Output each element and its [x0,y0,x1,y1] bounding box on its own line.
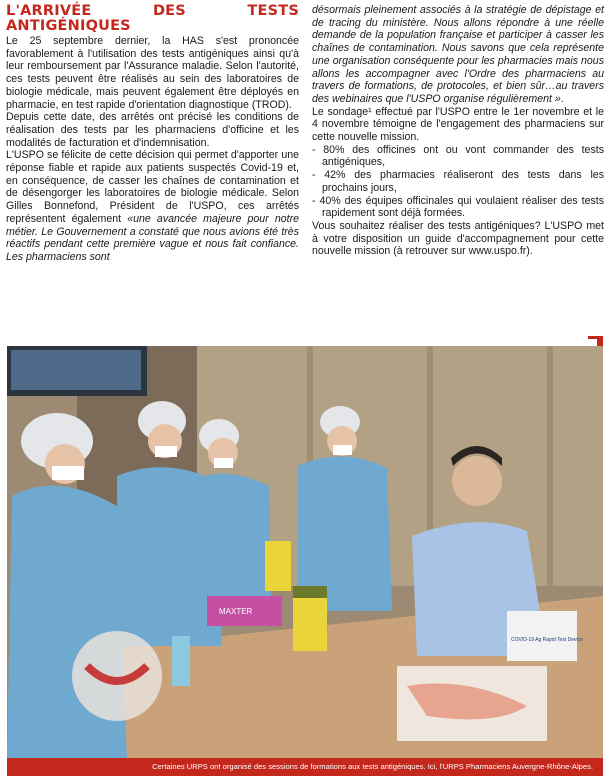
test-kit-box-label: COVID-19 Ag Rapid Test Device [511,637,583,643]
list-item: - 42% des pharmacies réaliseront des tests dans les prochains jours, [312,169,604,194]
quote-bonnefond-end: désormais pleinement associés à la stratégie de dépistage et de tracing du ministère. Nous allons répondre à une réelle demande de la population française et participer à casser les chaînes de contamination. Nous savons que cela représente une organisation conséquente pour les pharmacies mais nous allons les accompagner avec l'Ordre des pharmaciens au travers de formations, de protocoles, et bien sûr…au travers des webinaires que l'USPO organise régulièrement » [312,4,604,105]
quote-bonnefond-start: «une avancée majeure pour notre métier. Le Gouvernement a constaté que nous avions été très réactifs pendant cette première vague et nous fait confiance. Les pharmaciens sont [6,212,300,263]
paragraph-sondage: Le sondage¹ effectué par l'USPO entre le 1er novembre et le 4 novembre témoigne de l'engagement des pharmaciens sur cette nouvelle mission. [312,105,604,144]
article-title: L'ARRIVÉE DES TESTS ANTIGÉNIQUES [6,3,299,34]
quote-period: . [560,92,564,105]
paragraph-has-decision: Le 25 septembre dernier, la HAS s'est prononcée favorablement à l'utilisation des tests antigéniques ainsi qu'à leur remboursement par l'Assurance maladie. Selon l'autorité, ces tests peuvent être réalisés au sein des laboratoires de biologie médicale, mais peuvent également être déployés en pharmacie, en test rapide d'orientation diagnostique (TROD). [6,35,299,111]
paragraph-uspo-quote [6,149,299,263]
article-column-right [312,4,604,258]
photo-caption: Certaines URPS ont organisé des sessions de formations aux tests antigéniques. Ici, l'URPS Pharmaciens Auvergne-Rhône-Alpes. [7,758,603,776]
paragraph-arretes: Depuis cette date, des arrêtés ont précisé les conditions de réalisation des tests par les pharmaciens d'officine et les modalités de facturation et d'indemnisation. [6,111,299,149]
paragraph-quote-continued [312,4,604,106]
article [6,4,604,316]
paragraph-uspo-text: L'USPO se félicite de cette décision qui permet d'apporter une réponse fiable et rapide aux patients suspectés Covid-19 et, en conséquence, de casser les chaînes de contamination et de désengorger les laboratoires de biologie médicale. Selon Gilles Bonnefond, Président de l'USPO, ces arrêtés représentent également [6,149,299,225]
survey-results-list [312,144,604,220]
photo-illustration [7,346,603,776]
training-session-photo [7,346,603,776]
maxter-box-label: MAXTER [219,607,253,616]
paragraph-guide: Vous souhaitez réaliser des tests antigéniques? L'USPO met à votre disposition un guide d'accompagnement pour cette nouvelle mission (à retrouver sur www.uspo.fr). [312,219,604,258]
test-kit-box [507,611,577,661]
article-column-left [6,4,299,264]
corner-decoration [588,336,603,339]
list-item: - 40% des équipes officinales qui voulaient réaliser des tests rapidement sont déjà formées. [312,194,604,220]
list-item: - 80% des officines ont ou vont commander des tests antigéniques, [312,143,604,169]
